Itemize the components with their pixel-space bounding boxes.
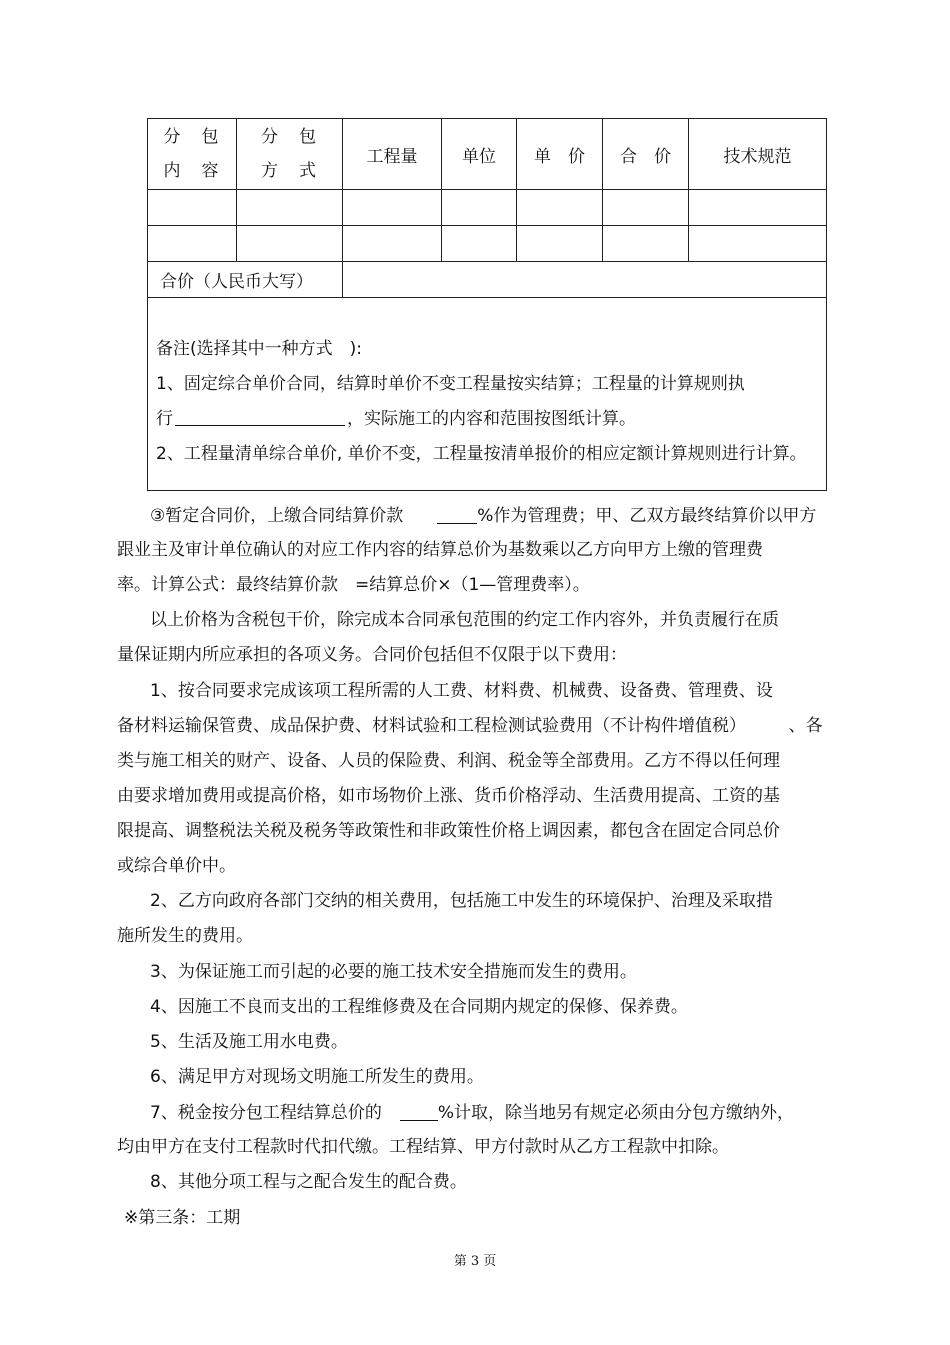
header-total-price: 合 价	[603, 119, 689, 190]
table-cell	[148, 226, 237, 262]
table-cell	[343, 190, 442, 226]
table-cell	[689, 190, 827, 226]
intro-line-1: 以上价格为含税包干价，除完成本合同承包范围的约定工作内容外，并负责履行在质	[150, 610, 779, 630]
table-cell	[442, 190, 517, 226]
header-tech-spec: 技术规范	[689, 119, 827, 190]
table-cell	[237, 190, 343, 226]
table-cell	[517, 190, 603, 226]
table-cell	[442, 226, 517, 262]
item-7-line-1: 7、税金按分包工程结算总价的 %计取，除当地另有规定必须由分包方缴纳外，	[150, 1103, 794, 1123]
item-1-line-3: 类与施工相关的财产、设备、人员的保险费、利润、税金等全部费用。乙方不得以任何理	[117, 751, 780, 771]
subcontract-pricing-table	[147, 118, 827, 491]
provisional-price-line-2: 跟业主及审计单位确认的对应工作内容的结算总价为基数乘以乙方向甲方上缴的管理费	[117, 540, 763, 560]
item-5: 5、生活及施工用水电费。	[150, 1032, 348, 1052]
notes-cell	[148, 298, 827, 491]
header-subcontract-method: 分 包 方 式	[237, 119, 343, 190]
header-quantity: 工程量	[343, 119, 442, 190]
fill-in-blank	[400, 1102, 438, 1121]
notes-option-1-cont: 行 ，实际施工的内容和范围按图纸计算。	[156, 402, 826, 437]
page-number: 第 3 页	[453, 1254, 497, 1269]
article-3-heading: ※第三条：工期	[124, 1208, 241, 1228]
item-2-line-1: 2、乙方向政府各部门交纳的相关费用，包括施工中发生的环境保护、治理及采取措	[150, 891, 773, 911]
table-cell	[689, 226, 827, 262]
table-cell	[517, 226, 603, 262]
item-4: 4、因施工不良而支出的工程维修费及在合同期内规定的保修、保养费。	[150, 997, 688, 1017]
table-cell	[148, 190, 237, 226]
table-cell	[343, 226, 442, 262]
notes-row	[148, 298, 827, 491]
item-1-line-5: 限提高、调整税法关税及税务等政策性和非政策性价格上调因素，都包含在固定合同总价	[117, 821, 780, 841]
notes-content	[148, 298, 826, 472]
intro-line-2: 量保证期内所应承担的各项义务。合同价包括但不仅限于以下费用：	[117, 645, 627, 665]
table-cell	[237, 226, 343, 262]
provisional-price-line-3: 率。计算公式：最终结算价款 =结算总价×（1—管理费率）。	[117, 575, 590, 595]
total-price-label: 合价（人民币大写）	[148, 262, 343, 298]
item-1-line-4: 由要求增加费用或提高价格，如市场物价上涨、货币价格浮动、生活费用提高、工资的基	[117, 786, 780, 806]
notes-option-1: 1、固定综合单价合同，结算时单价不变工程量按实结算；工程量的计算规则执	[156, 374, 745, 394]
provisional-price-line-1: ③暂定合同价，上缴合同结算价款 %作为管理费；甲、乙双方最终结算价以甲方	[150, 506, 817, 526]
fill-in-blank	[437, 505, 477, 524]
header-unit-price: 单 价	[517, 119, 603, 190]
item-2-line-2: 施所发生的费用。	[117, 926, 253, 946]
total-price-row	[148, 262, 827, 298]
header-unit: 单位	[442, 119, 517, 190]
table-row	[148, 226, 827, 262]
table-cell	[603, 226, 689, 262]
notes-title: 备注(选择其中一种方式 ):	[156, 339, 362, 359]
header-subcontract-content: 分 包 内 容	[148, 119, 237, 190]
notes-option-2: 2、工程量清单综合单价, 单价不变，工程量按清单报价的相应定额计算规则进行计算。	[156, 444, 807, 464]
item-1-line-6: 或综合单价中。	[117, 856, 236, 876]
item-3: 3、为保证施工而引起的必要的施工技术安全措施而发生的费用。	[150, 962, 637, 982]
item-6: 6、满足甲方对现场文明施工所发生的费用。	[150, 1067, 484, 1087]
table-header-row	[148, 119, 827, 190]
table-row	[148, 190, 827, 226]
item-7-line-2: 均由甲方在支付工程款时代扣代缴。工程结算、甲方付款时从乙方工程款中扣除。	[117, 1137, 729, 1157]
total-price-value	[343, 262, 827, 298]
item-1-line-1: 1、按合同要求完成该项工程所需的人工费、材料费、机械费、设备费、管理费、设	[150, 681, 773, 701]
fill-in-blank	[175, 405, 345, 426]
item-8: 8、其他分项工程与之配合发生的配合费。	[150, 1172, 467, 1192]
item-1-line-2: 备材料运输保管费、成品保护费、材料试验和工程检测试验费用（不计构件增值税） 、各	[117, 716, 823, 736]
table-cell	[603, 190, 689, 226]
